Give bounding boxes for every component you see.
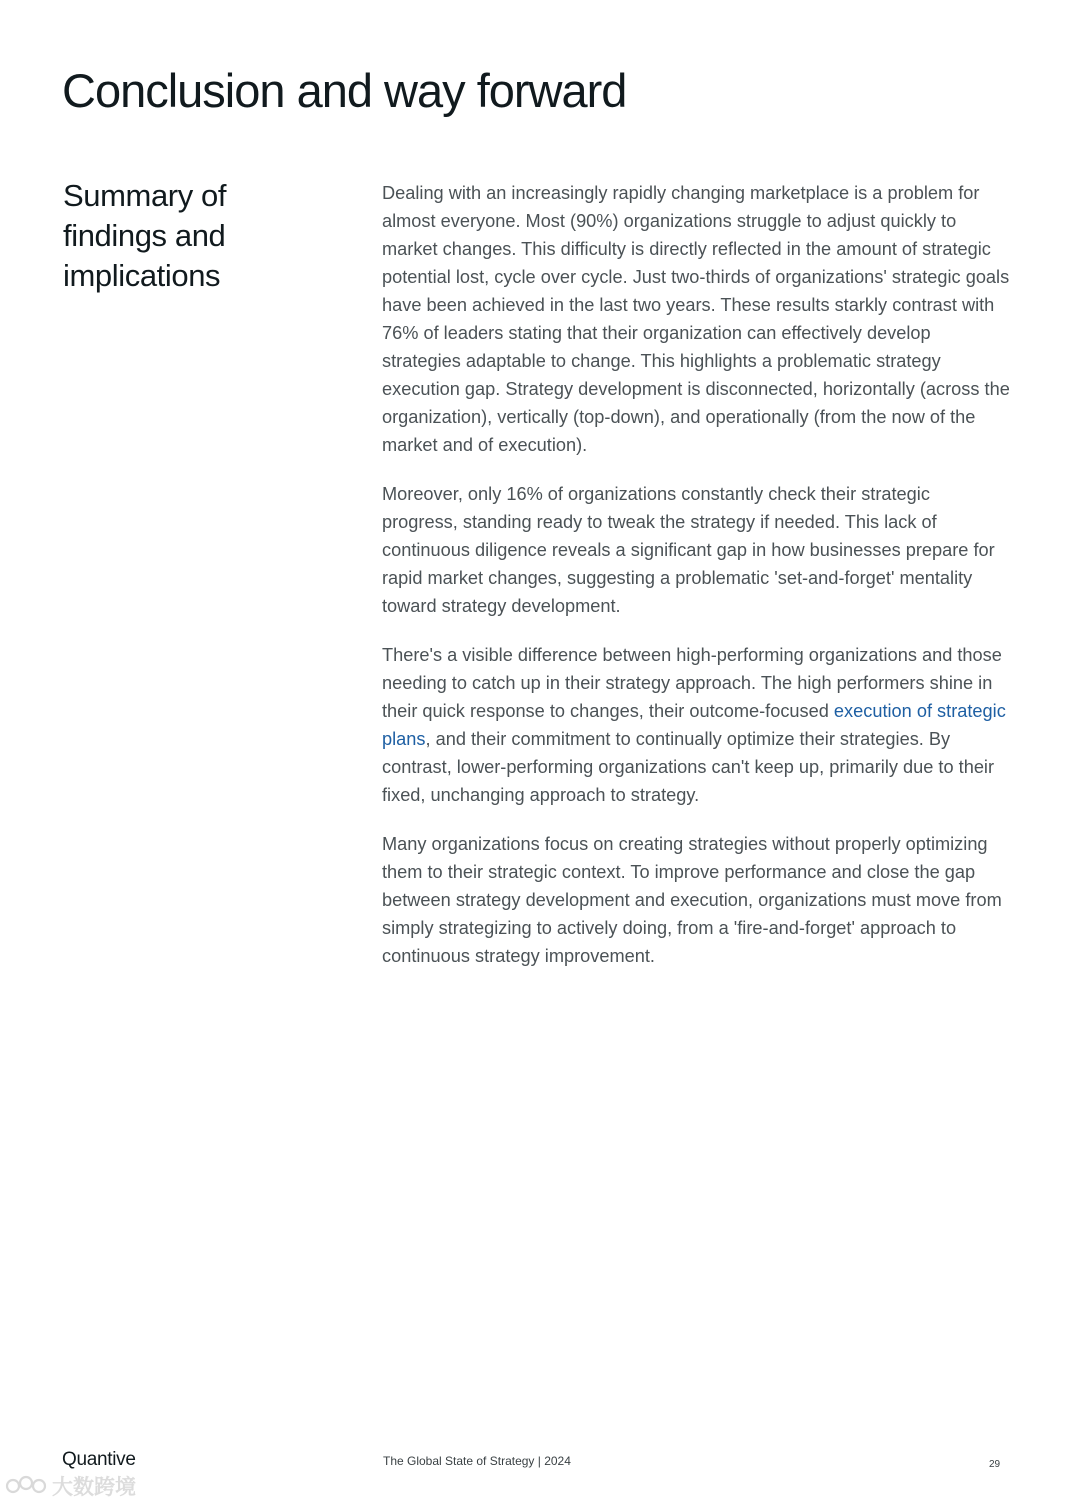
paragraph-3-text-end: , and their commitment to continually optimize their strategies. By contrast, lower-performing organizations can't keep up, primarily due to their fixed, unchanging approach to strategy.	[382, 729, 995, 805]
paragraph-1: Dealing with an increasingly rapidly changing marketplace is a problem for almost everyone. Most (90%) organizations struggle to adjust quickly to market changes. This difficulty is directly reflected in the amount of strategic potential lost, cycle over cycle. Just two-thirds of organizations' strategic goals have been achieved in the last two years. These results starkly contrast with 76% of leaders stating that their organization can effectively develop strategies adaptable to change. This highlights a problematic strategy execution gap. Strategy development is disconnected, horizontally (across the organization), vertically (top-down), and operationally (from the now of the market and of execution).	[382, 183, 1010, 455]
page-title: Conclusion and way forward	[62, 64, 627, 117]
paragraph-3	[382, 641, 1010, 809]
section-heading-line: Summary of	[63, 178, 227, 213]
page-number: 29	[989, 1459, 1001, 1470]
body-column	[382, 179, 1010, 991]
quantive-logo: Quantive	[62, 1449, 136, 1470]
section-heading-line: findings and	[63, 218, 226, 253]
paragraph-2: Moreover, only 16% of organizations constantly check their strategic progress, standing ready to tweak the strategy if needed. This lack of continuous diligence reveals a significant gap in how businesses prepare for rapid market changes, suggesting a problematic 'set-and-forget' mentality toward strategy development.	[382, 484, 995, 616]
watermark	[4, 1471, 136, 1501]
execution-of-strategic-plans-link[interactable]: execution of strategic plans	[382, 701, 1006, 749]
section-heading-line: implications	[63, 258, 221, 293]
watermark-logo-icon	[4, 1472, 48, 1500]
section-heading	[63, 176, 323, 296]
footer-publication: The Global State of Strategy | 2024	[383, 1454, 571, 1468]
paragraph-4: Many organizations focus on creating strategies without properly optimizing them to their strategic context. To improve performance and close the gap between strategy development and execution, organizations must move from simply strategizing to actively doing, from a 'fire-and-forget' approach to continuous strategy improvement.	[382, 834, 1002, 966]
paragraph-3-text-start: There's a visible difference between high-performing organizations and those needing to catch up in their strategy approach. The high performers shine in their quick response to changes, their outcome-focused	[382, 645, 1002, 721]
watermark-text: 大数跨境	[52, 1476, 136, 1499]
